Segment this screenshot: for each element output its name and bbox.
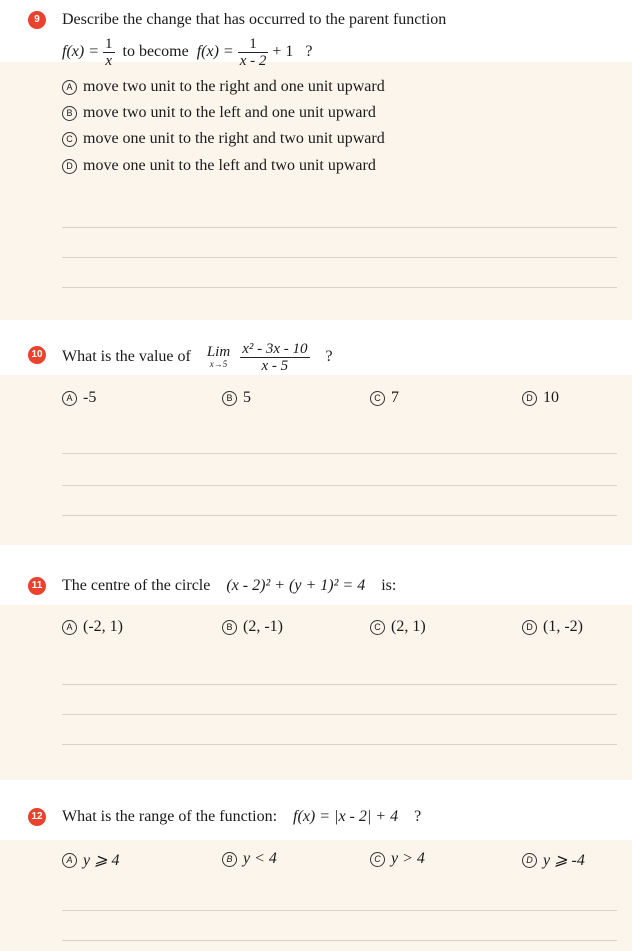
question-12-prompt: What is the range of the function: xyxy=(62,808,278,825)
option-letter-badge: A xyxy=(62,391,77,406)
option-text: y < 4 xyxy=(243,850,277,867)
q9-option-c[interactable] xyxy=(62,130,385,148)
q9-option-a[interactable] xyxy=(62,78,385,96)
answer-line xyxy=(62,684,617,685)
answer-line xyxy=(62,485,617,486)
question-mark: ? xyxy=(414,808,422,825)
new-function-suffix: + 1 xyxy=(272,43,294,61)
connector-text: to become xyxy=(122,43,189,61)
option-text: move two unit to the right and one unit upward xyxy=(83,78,385,95)
option-text: (2, -1) xyxy=(243,618,283,635)
question-11-prompt: The centre of the circle xyxy=(62,577,211,594)
option-letter-badge: A xyxy=(62,853,77,868)
question-11-text xyxy=(62,577,396,595)
option-text: y ⩾ -4 xyxy=(543,852,585,869)
question-mark: ? xyxy=(325,348,333,366)
question-number-10: 10 xyxy=(28,346,46,364)
question-number-12: 12 xyxy=(28,808,46,826)
answer-line xyxy=(62,287,617,288)
option-text: y ⩾ 4 xyxy=(83,852,120,869)
answer-line xyxy=(62,714,617,715)
option-letter-badge: A xyxy=(62,80,77,95)
option-text: (2, 1) xyxy=(391,618,426,635)
q12-option-d[interactable] xyxy=(522,850,585,870)
answer-line xyxy=(62,910,617,911)
option-letter-badge: C xyxy=(370,391,385,406)
question-9-formula xyxy=(62,36,313,69)
question-10-text xyxy=(62,341,333,374)
option-letter-badge: B xyxy=(222,852,237,867)
q10-option-c[interactable] xyxy=(370,389,399,407)
question-number-9: 9 xyxy=(28,11,46,29)
question-12-text xyxy=(62,808,421,826)
q10-option-b[interactable] xyxy=(222,389,251,407)
option-text: move two unit to the left and one unit upward xyxy=(83,104,376,121)
question-number-11: 11 xyxy=(28,577,46,595)
option-text: (1, -2) xyxy=(543,618,583,635)
answer-line xyxy=(62,940,617,941)
limit-fraction: $\frac{\text{x² - 3x - 10}}{x - 5}$ xyxy=(242,341,308,374)
q11-option-d[interactable] xyxy=(522,618,583,636)
option-letter-badge: C xyxy=(62,132,77,147)
q12-option-c[interactable] xyxy=(370,850,425,868)
q9-option-b[interactable] xyxy=(62,104,376,122)
option-text: 5 xyxy=(243,389,251,406)
answer-band-q9 xyxy=(0,62,632,320)
option-text: -5 xyxy=(83,389,97,406)
option-text: move one unit to the right and two unit upward xyxy=(83,130,385,147)
answer-line xyxy=(62,227,617,228)
circle-equation: (x - 2)² + (y + 1)² = 4 xyxy=(226,577,366,594)
parent-fraction: $\frac{1}{x}$ xyxy=(105,36,113,69)
option-text: y > 4 xyxy=(391,850,425,867)
option-letter-badge: D xyxy=(522,620,537,635)
option-letter-badge: B xyxy=(62,106,77,121)
q10-option-a[interactable] xyxy=(62,389,96,407)
option-letter-badge: B xyxy=(222,391,237,406)
option-letter-badge: B xyxy=(222,620,237,635)
answer-line xyxy=(62,453,617,454)
option-letter-badge: D xyxy=(522,391,537,406)
option-text: 10 xyxy=(543,389,559,406)
q9-option-d[interactable] xyxy=(62,157,376,175)
q12-option-a[interactable] xyxy=(62,850,120,870)
q10-option-d[interactable] xyxy=(522,389,559,407)
option-letter-badge: C xyxy=(370,620,385,635)
answer-line xyxy=(62,515,617,516)
question-mark: ? xyxy=(305,43,313,61)
range-function: f(x) = |x - 2| + 4 xyxy=(293,808,399,825)
option-letter-badge: D xyxy=(522,853,537,868)
option-letter-badge: C xyxy=(370,852,385,867)
question-9-text: Describe the change that has occurred to the parent function xyxy=(62,11,447,28)
new-fraction: $\frac{1}{x - 2}$ xyxy=(239,36,267,69)
option-letter-badge: A xyxy=(62,620,77,635)
question-suffix: is: xyxy=(381,577,397,594)
option-letter-badge: D xyxy=(62,159,77,174)
answer-line xyxy=(62,744,617,745)
q11-option-b[interactable] xyxy=(222,618,283,636)
option-text: (-2, 1) xyxy=(83,618,123,635)
option-text: move one unit to the left and two unit upward xyxy=(83,157,376,174)
option-text: 7 xyxy=(391,389,399,406)
answer-line xyxy=(62,257,617,258)
limit-operator: Lim x→5 xyxy=(206,343,231,369)
new-function-label: f(x) = xyxy=(196,43,234,61)
q11-option-c[interactable] xyxy=(370,618,426,636)
q11-option-a[interactable] xyxy=(62,618,123,636)
q12-option-b[interactable] xyxy=(222,850,277,868)
parent-function-label: f(x) = xyxy=(62,43,99,61)
question-10-prompt: What is the value of xyxy=(62,348,191,366)
